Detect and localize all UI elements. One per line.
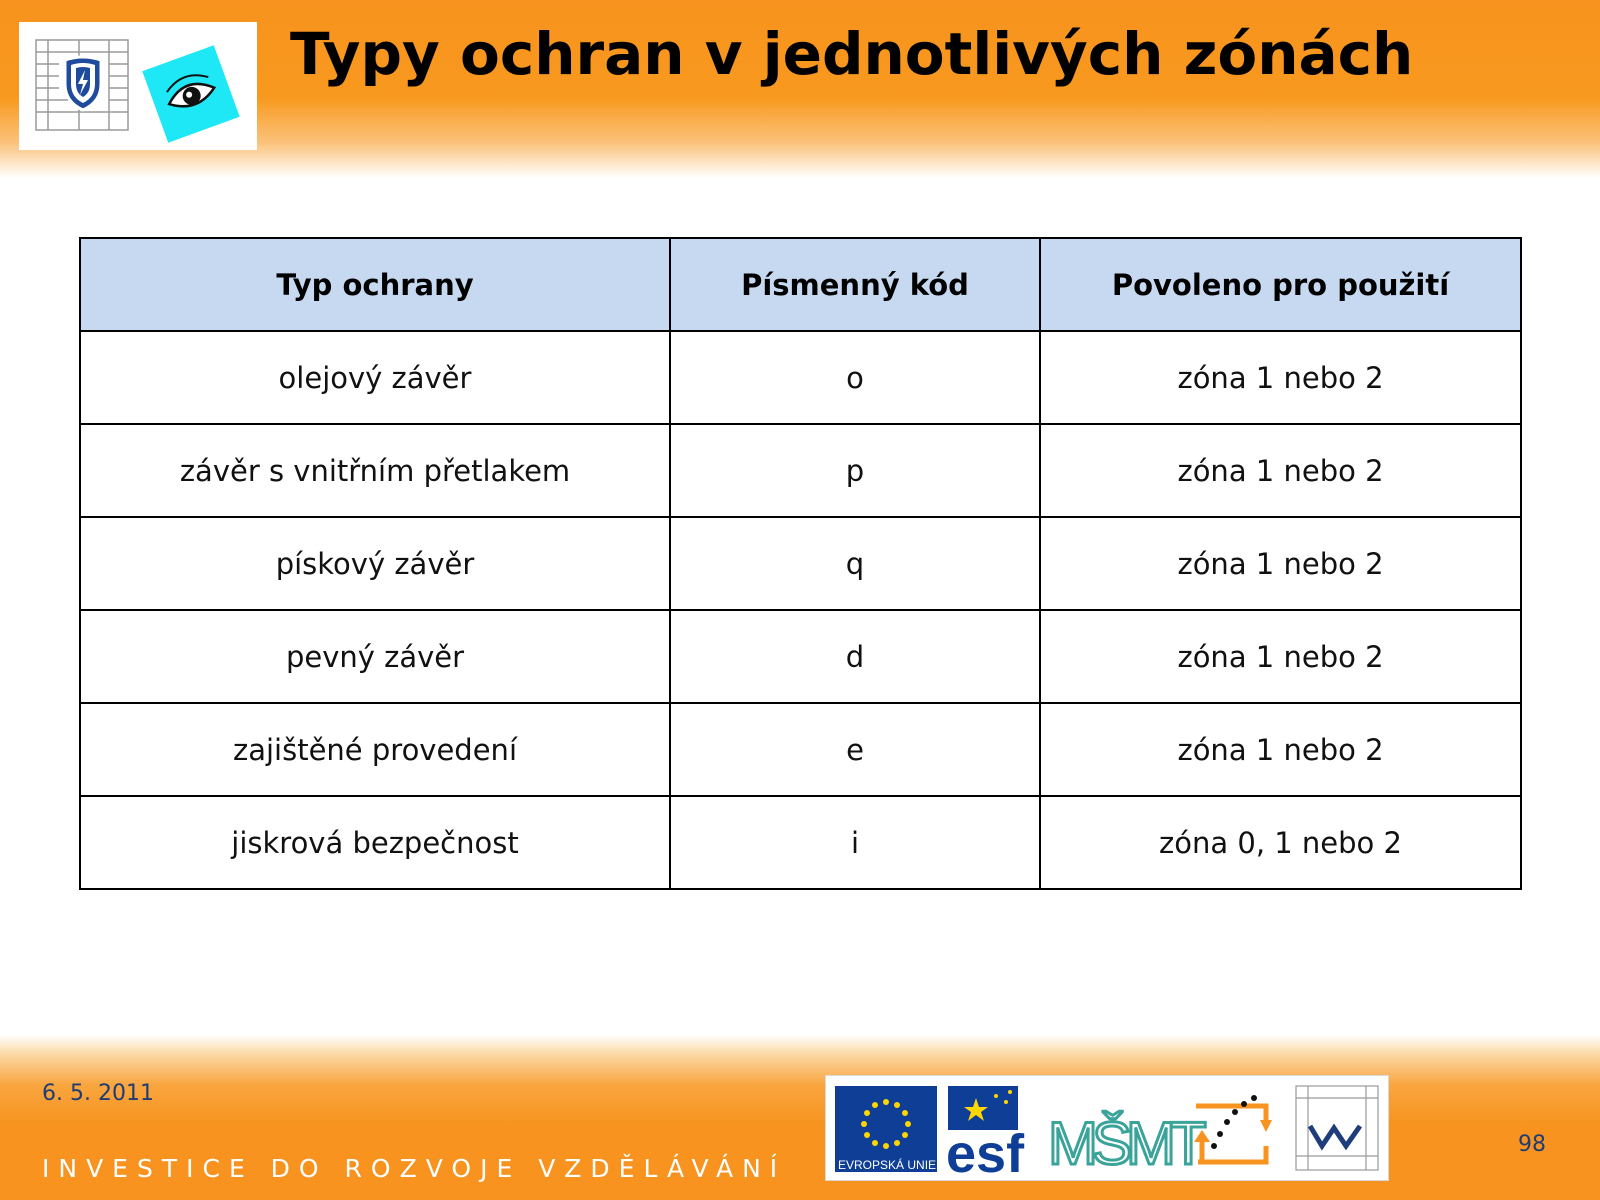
- cell-letter-code: d: [670, 610, 1040, 703]
- cell-permitted-use: zóna 1 nebo 2: [1040, 424, 1521, 517]
- header-logos-graphic: [19, 22, 257, 150]
- eu-flag-icon: [835, 1086, 937, 1172]
- column-header-protection-type: Typ ochrany: [80, 238, 670, 331]
- table-header-row: [80, 238, 1521, 331]
- table: [79, 237, 1522, 890]
- cell-protection-type: zajištěné provedení: [80, 703, 670, 796]
- esf-text: esf: [946, 1124, 1025, 1180]
- cell-permitted-use: zóna 0, 1 nebo 2: [1040, 796, 1521, 889]
- cell-letter-code: e: [670, 703, 1040, 796]
- cell-letter-code: i: [670, 796, 1040, 889]
- cell-permitted-use: zóna 1 nebo 2: [1040, 331, 1521, 424]
- table-row: [80, 703, 1521, 796]
- faculty-logo-icon: [1296, 1086, 1378, 1170]
- cell-protection-type: jiskrová bezpečnost: [80, 796, 670, 889]
- table-row: [80, 796, 1521, 889]
- cell-permitted-use: zóna 1 nebo 2: [1040, 610, 1521, 703]
- cell-letter-code: o: [670, 331, 1040, 424]
- slide-title: Typy ochran v jednotlivých zónách: [290, 20, 1414, 88]
- op-vk-logo-icon: [1194, 1095, 1272, 1162]
- protection-types-table: [79, 237, 1520, 890]
- msmt-text: MŠMT: [1048, 1110, 1201, 1177]
- column-header-permitted-use: Povoleno pro použití: [1040, 238, 1521, 331]
- cell-protection-type: pískový závěr: [80, 517, 670, 610]
- esf-logo-icon: [946, 1086, 1025, 1180]
- cell-protection-type: pevný závěr: [80, 610, 670, 703]
- cell-protection-type: olejový závěr: [80, 331, 670, 424]
- footer-date: 6. 5. 2011: [42, 1081, 154, 1106]
- shield-lightning-icon: [65, 57, 101, 110]
- footer-slogan: INVESTICE DO ROZVOJE VZDĚLÁVÁNÍ: [42, 1154, 787, 1183]
- page-number: 98: [1518, 1132, 1546, 1157]
- cell-letter-code: p: [670, 424, 1040, 517]
- cell-permitted-use: zóna 1 nebo 2: [1040, 703, 1521, 796]
- msmt-logo-icon: [1048, 1110, 1206, 1177]
- cell-permitted-use: zóna 1 nebo 2: [1040, 517, 1521, 610]
- eu-label: EVROPSKÁ UNIE: [838, 1158, 937, 1172]
- table-row: [80, 517, 1521, 610]
- funding-logos: [825, 1075, 1389, 1181]
- column-header-letter-code: Písmenný kód: [670, 238, 1040, 331]
- cell-letter-code: q: [670, 517, 1040, 610]
- cell-protection-type: závěr s vnitřním přetlakem: [80, 424, 670, 517]
- funding-logos-graphic: [826, 1076, 1388, 1180]
- eye-icon: [142, 45, 239, 142]
- header-logos: [19, 22, 257, 150]
- table-row: [80, 610, 1521, 703]
- table-row: [80, 424, 1521, 517]
- table-row: [80, 331, 1521, 424]
